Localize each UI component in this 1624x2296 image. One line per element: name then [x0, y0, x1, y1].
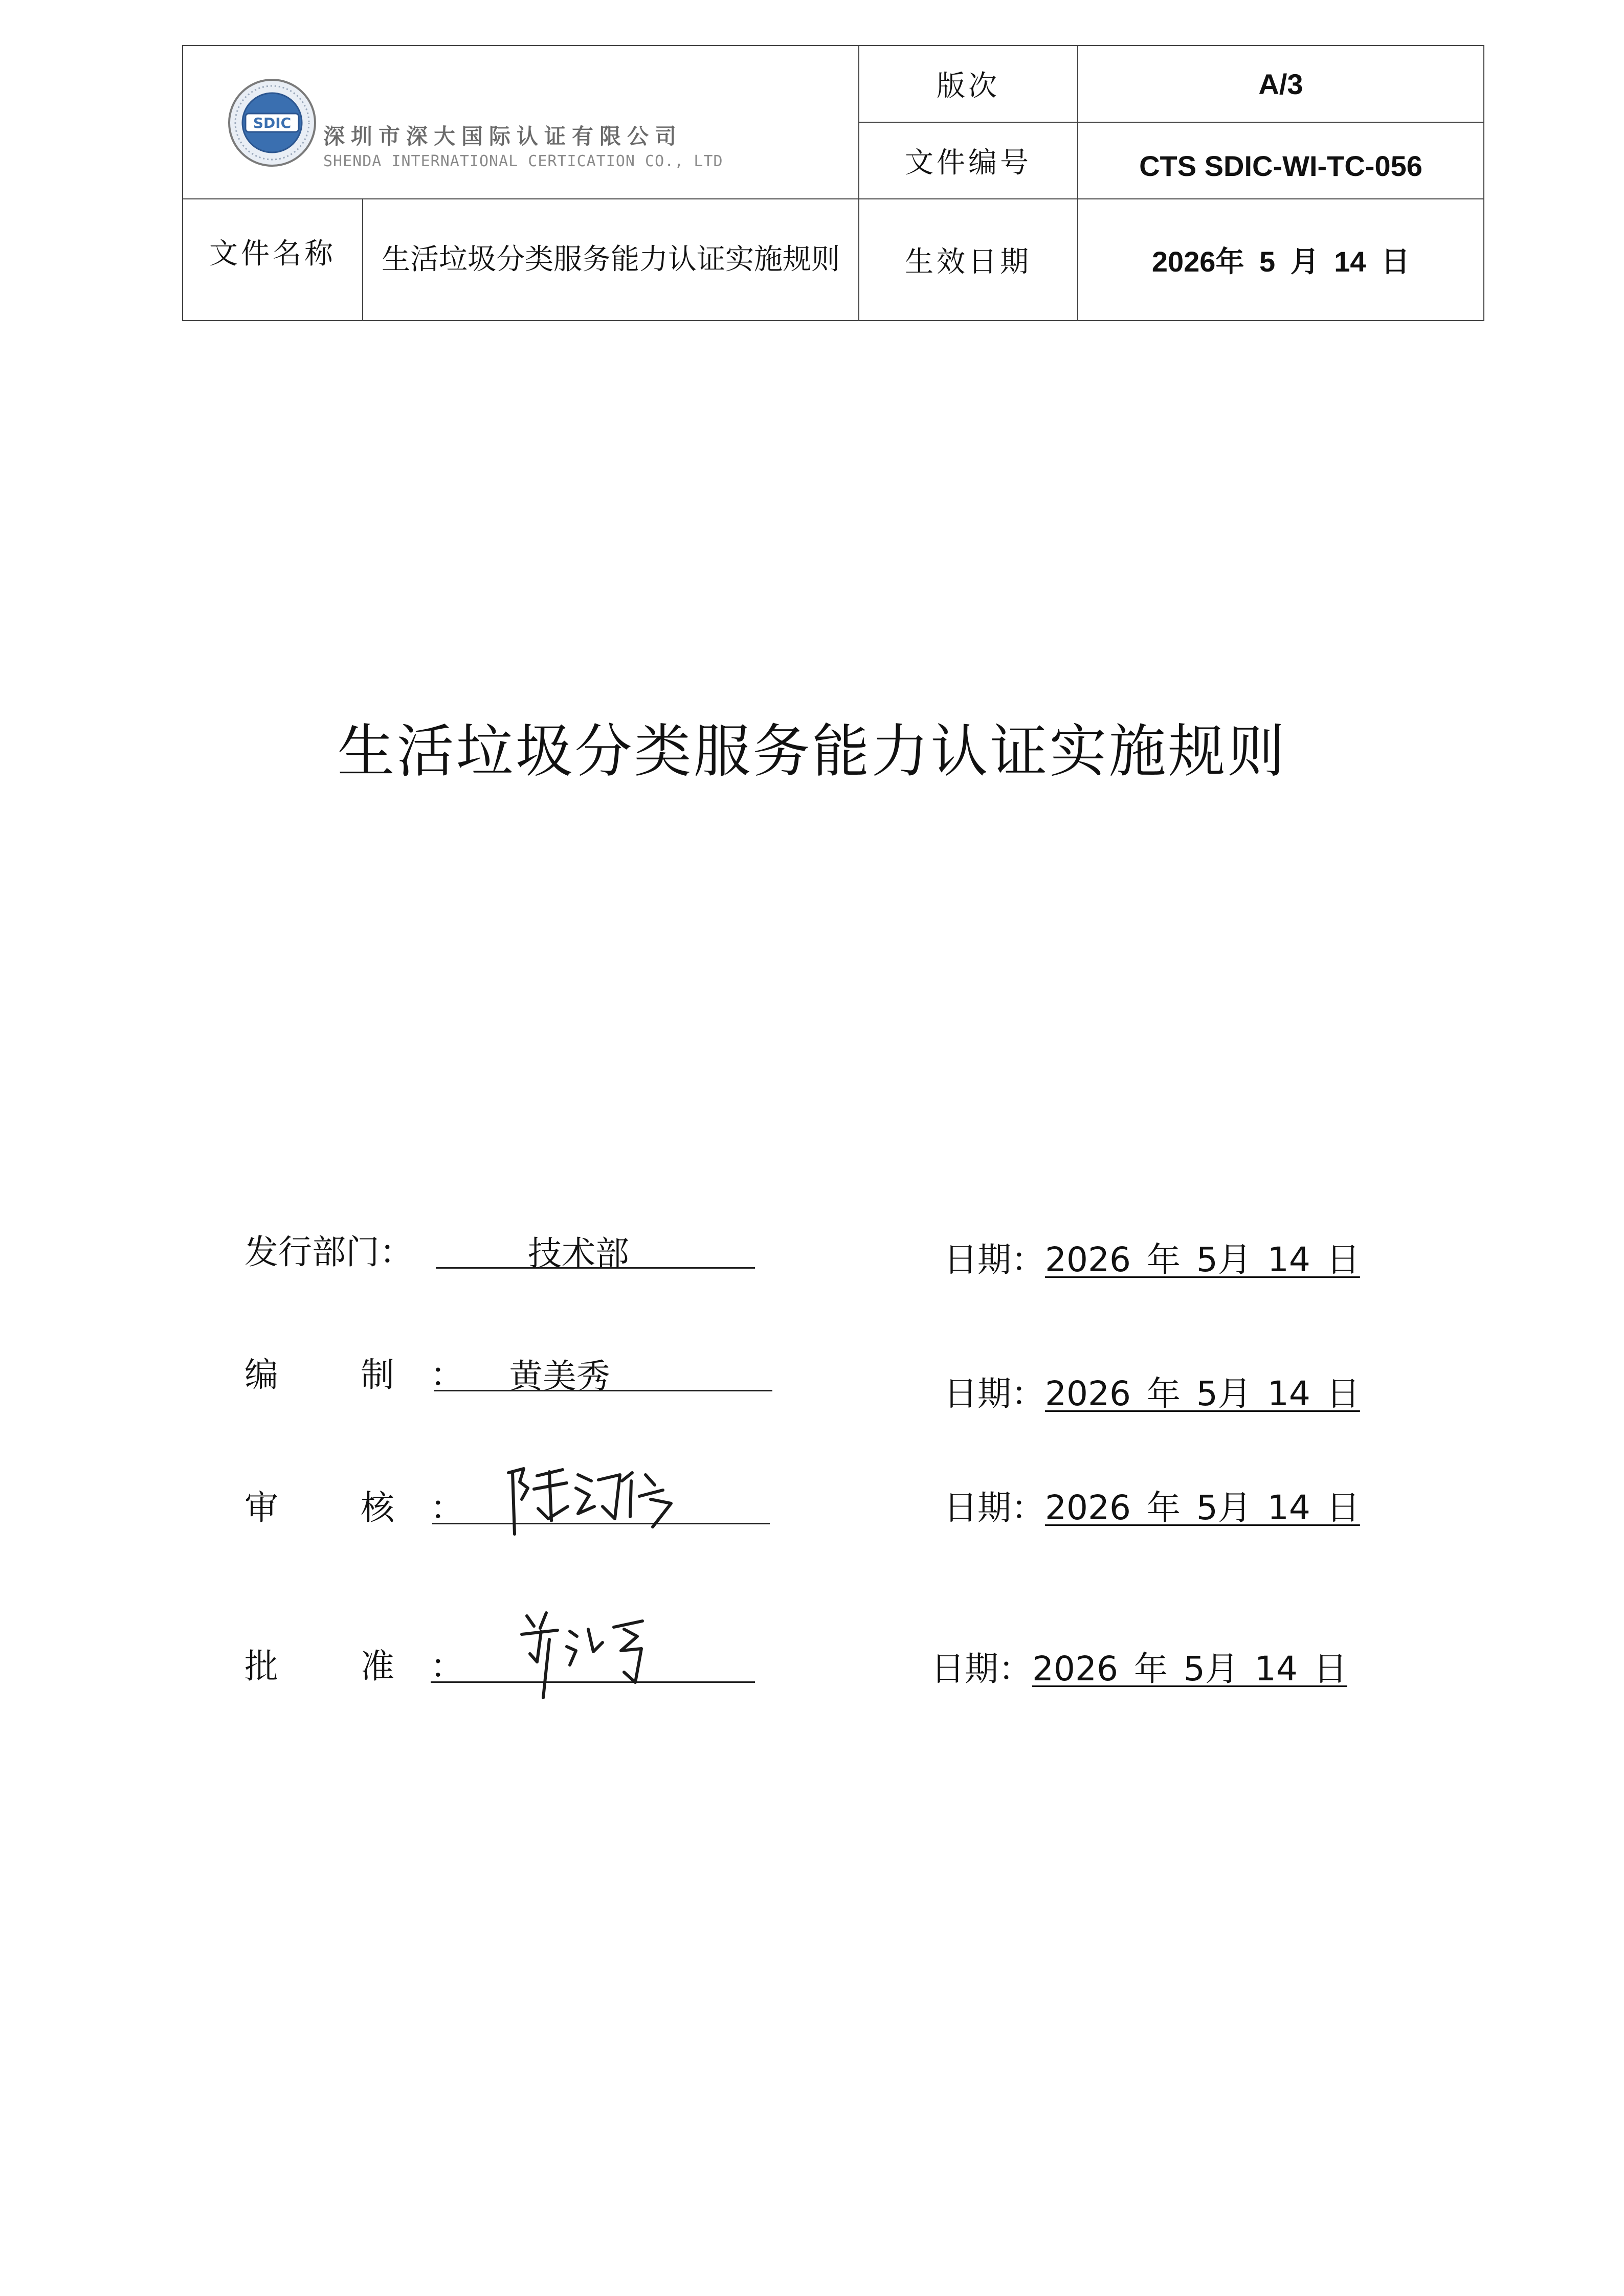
document-title: 生活垃圾分类服务能力认证实施规则: [337, 718, 1287, 785]
date-value: 2026 年 5月 14 日: [1045, 1488, 1360, 1527]
effective-date-value: 2026年 5 月 14 日: [1078, 199, 1484, 321]
document-header-table: [182, 45, 1484, 321]
effective-date-label: 生效日期: [859, 199, 1078, 321]
company-logo-cell: [183, 46, 859, 199]
date-value: 2026 年 5月 14 日: [1032, 1649, 1347, 1689]
issuer-date: [944, 1232, 1360, 1281]
preparer-value: 黄美秀: [509, 1357, 610, 1396]
reviewer-date: [944, 1480, 1360, 1529]
company-name-cn: 深圳市深大国际认证有限公司: [323, 124, 683, 149]
approver-label: 批 准：: [244, 1647, 500, 1686]
reviewer-label: 审 核：: [244, 1488, 500, 1527]
date-value: 2026 年 5月 14 日: [1045, 1240, 1360, 1279]
company-logo: [227, 73, 790, 185]
issuer-label: 发行部门：: [244, 1232, 413, 1272]
company-name-en: SHENDA INTERNATIONAL CERTICATION CO., LTD: [323, 152, 723, 170]
doc-number-label: 文件编号: [859, 122, 1078, 199]
reviewer-signature: [501, 1457, 685, 1539]
version-label: 版次: [859, 46, 1078, 122]
logo-text: SDIC: [253, 115, 292, 131]
doc-name-value: 生活垃圾分类服务能力认证实施规则: [363, 199, 859, 321]
date-label: 日期：: [931, 1649, 1032, 1689]
date-value: 2026 年 5月 14 日: [1045, 1374, 1360, 1413]
approver-date: [931, 1641, 1347, 1690]
issuer-value: 技术部: [528, 1234, 629, 1273]
version-value: A/3: [1078, 46, 1484, 122]
sdic-seal-icon: [227, 78, 317, 168]
preparer-date: [944, 1366, 1360, 1415]
date-label: 日期：: [944, 1488, 1045, 1527]
doc-name-label: 文件名称: [183, 199, 363, 321]
date-label: 日期：: [944, 1374, 1045, 1413]
date-label: 日期：: [944, 1240, 1045, 1279]
doc-number-value: CTS SDIC-WI-TC-056: [1078, 122, 1484, 199]
approver-signature: [517, 1601, 670, 1703]
preparer-label: 编 制：: [244, 1355, 500, 1394]
